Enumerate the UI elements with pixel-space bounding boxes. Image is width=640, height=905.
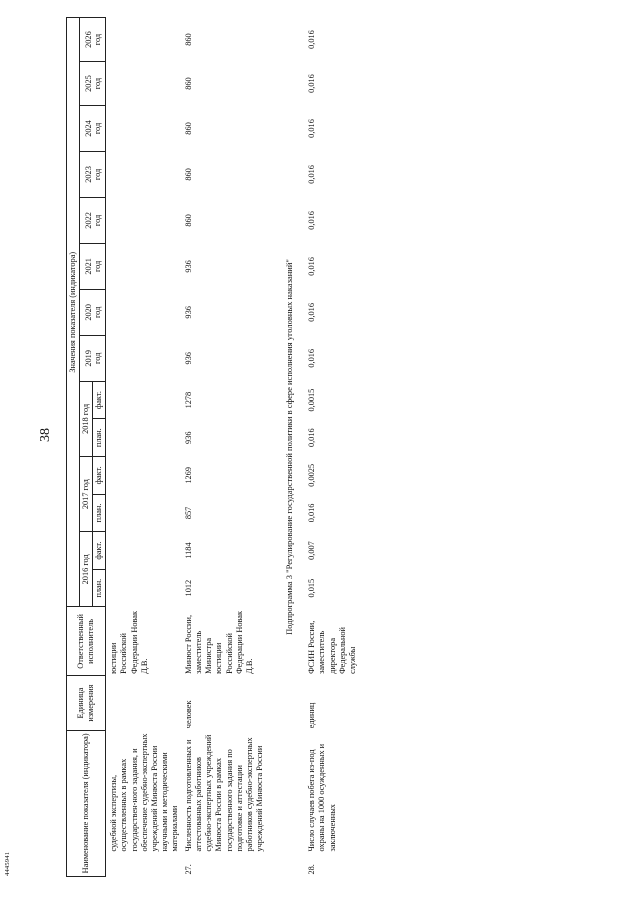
value-2023: 0,016 [307, 165, 317, 184]
table-row [181, 18, 266, 877]
header-responsible: Ответственный исполнитель [67, 607, 106, 676]
header-year-2018: 2018 год [80, 381, 93, 456]
value-2018-plan: 0,016 [307, 428, 317, 448]
value-cell [106, 105, 181, 151]
indicators-table [66, 17, 359, 877]
value-2019: 936 [184, 352, 194, 365]
header-year-2021: 2021 год [80, 243, 106, 289]
header-year-2023: 2023 год [80, 151, 106, 197]
responsible: юстиции Российской Федерации Новак Д.В. [109, 610, 149, 674]
value-2020: 0,016 [307, 303, 317, 322]
header-values: Значения показателя (индикатора) [67, 18, 80, 607]
value-cell [106, 62, 181, 106]
header-year-2026: 2026 год [80, 18, 106, 62]
value-2017-fact: 1269 [184, 467, 194, 484]
row-number: 27. [184, 864, 194, 875]
subprogram-title: Подпрограмма 3 "Регулирование государственной политики в сфере исполнения уголовных наказаний" [283, 259, 294, 635]
value-cell [106, 457, 181, 495]
page-number: 38 [38, 428, 53, 442]
value-2016-fact: 0,007 [307, 541, 317, 560]
value-2016-fact: 1184 [184, 542, 194, 559]
header-2018-plan: план. [93, 419, 106, 457]
unit [106, 676, 181, 730]
value-2024: 0,016 [307, 119, 317, 138]
value-2024: 860 [184, 122, 194, 135]
value-2023: 860 [184, 168, 194, 181]
value-2022: 0,016 [307, 211, 317, 230]
value-2017-plan: 857 [184, 506, 194, 520]
value-cell [106, 419, 181, 457]
row-number [106, 854, 181, 877]
responsible: ФСИН России, заместитель директора Федеральной службы [307, 620, 357, 674]
value-cell [106, 381, 181, 419]
value-cell [106, 197, 181, 243]
value-2021: 0,016 [307, 257, 317, 276]
indicator-name: Число случаев побега из-под охраны на 1000 осужденных и заключенных [307, 743, 337, 852]
indicator-name: судебной экспертизы, осуществленных в рамках государствен-ного задания, и обеспечение судебно-экспертных учреждений Минюста России научными и методическими материалами [109, 733, 179, 852]
subprogram-row [266, 18, 304, 877]
value-cell [106, 494, 181, 532]
header-unit: Единица измерения [67, 676, 106, 730]
header-indicator-name: Наименование показателя (индикатора) [67, 730, 106, 876]
header-2017-fact: факт. [93, 457, 106, 495]
unit: человек [184, 700, 194, 729]
value-2016-plan: 1012 [184, 579, 194, 597]
table-row [106, 18, 181, 877]
value-cell [106, 151, 181, 197]
header-year-2025: 2025 год [80, 62, 106, 106]
value-2018-fact: 0,0015 [307, 388, 317, 412]
value-2025: 860 [184, 77, 194, 90]
header-2016-fact: факт. [93, 532, 106, 570]
header-year-2016: 2016 год [80, 532, 93, 607]
indicator-name: Численность подготовленных и аттестованных работников судебно-экспертных учреждений Минюста России в рамках государственного задания по подготовке и аттестации работников судебно-экспертных учреждений Минюста России [184, 734, 264, 852]
value-2017-fact: 0,0025 [307, 463, 317, 487]
value-2026: 0,016 [307, 30, 317, 49]
value-2021: 936 [184, 260, 194, 273]
header-2016-plan: план. [93, 569, 106, 607]
header-year-2019: 2019 год [80, 335, 106, 381]
value-2019: 0,016 [307, 348, 317, 368]
header-year-2024: 2024 год [80, 105, 106, 151]
value-cell [106, 532, 181, 570]
value-2026: 860 [184, 33, 194, 46]
value-2016-plan: 0,015 [307, 578, 317, 598]
table-row [304, 18, 359, 877]
header-2018-fact: факт. [93, 381, 106, 419]
responsible: Минюст России, заместитель Министра юстиции Российской Федерации Новак Д.В. [184, 610, 254, 674]
value-2018-fact: 1278 [184, 391, 194, 409]
value-cell [106, 569, 181, 607]
rotated-page-content [66, 17, 621, 877]
unit: единиц [307, 702, 317, 729]
value-cell [106, 243, 181, 289]
header-2017-plan: план. [93, 494, 106, 532]
value-2020: 936 [184, 306, 194, 319]
value-2022: 860 [184, 214, 194, 227]
value-2025: 0,016 [307, 74, 317, 93]
value-cell [106, 18, 181, 62]
header-year-2022: 2022 год [80, 197, 106, 243]
row-number: 28. [307, 864, 317, 875]
value-2017-plan: 0,016 [307, 503, 317, 523]
document-id: 4445941 [4, 851, 11, 876]
header-year-2020: 2020 год [80, 289, 106, 335]
value-cell [106, 289, 181, 335]
value-2018-plan: 936 [184, 431, 194, 444]
header-year-2017: 2017 год [80, 457, 93, 532]
value-cell [106, 335, 181, 381]
